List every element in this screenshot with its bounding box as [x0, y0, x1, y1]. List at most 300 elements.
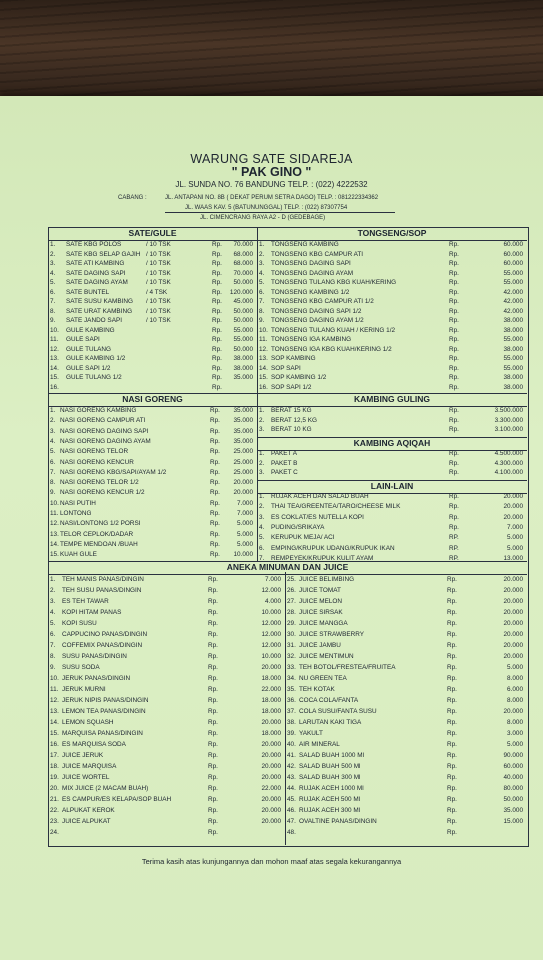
menu-item-row [287, 576, 525, 586]
item-name: LONTONG [60, 510, 92, 517]
item-price: 8.000 [507, 719, 523, 726]
item-unit: / 10 TSK [146, 317, 171, 324]
item-number: 3. [259, 513, 265, 521]
item-price: 20.000 [261, 752, 281, 759]
item-name: TONGSENG TULANG KBG KUAH/KERING [271, 279, 397, 286]
item-name: GULE SAPI [66, 336, 100, 343]
cabang-address-3: JL. CIMENCRANG RAYA A2 - D (GEDEBAGE) [200, 215, 326, 221]
item-price: 20.000 [503, 513, 523, 521]
item-name: SOP KAMBING 1/2 [271, 374, 327, 381]
item-number: 12. [50, 697, 59, 704]
item-currency: Rp. [210, 499, 220, 507]
menu-item-row [287, 774, 525, 784]
item-number: 18. [50, 763, 59, 770]
item-name: GULE KAMBING 1/2 [66, 355, 126, 362]
item-number: 13. [259, 355, 268, 362]
item-number: 15. [259, 374, 268, 381]
item-currency: Rp. [208, 620, 218, 627]
item-number: 7. [50, 298, 56, 305]
item-price: 12.000 [261, 620, 281, 627]
item-price: 70.000 [233, 241, 253, 248]
item-price: 10.000 [233, 551, 253, 559]
item-name: SATE KBG SELAP GAJIH [66, 250, 141, 258]
item-number: 15. [50, 730, 59, 737]
item-currency: Rp. [208, 774, 218, 781]
item-price: 42.000 [503, 298, 523, 305]
item-currency: Rp. [210, 551, 220, 559]
item-price: 40.000 [503, 774, 523, 781]
item-currency: Rp. [449, 416, 459, 424]
item-price: 5.000 [507, 664, 523, 671]
item-currency: Rp. [447, 598, 457, 605]
item-number: 2. [50, 250, 56, 258]
item-currency: Rp. [208, 730, 218, 737]
item-price: 60.000 [503, 260, 523, 267]
item-price: 20.000 [503, 642, 523, 649]
item-number: 11. [259, 336, 268, 343]
item-unit: / 10 TSK [146, 298, 171, 305]
item-name: NASI/LONTONG 1/2 PORSI [60, 520, 141, 528]
item-price: 5.000 [507, 534, 523, 542]
menu-item-row [259, 524, 525, 534]
item-number: 6. [50, 631, 56, 638]
sate-list [50, 241, 255, 411]
item-currency: Rp. [212, 279, 222, 286]
item-name: GULE TULANG 1/2 [66, 374, 122, 381]
menu-item-row [50, 551, 255, 561]
wooden-table-background [0, 0, 543, 110]
item-currency: Rp. [447, 730, 457, 737]
item-name: SATE JANDO SAPI [66, 317, 122, 324]
drinks-left-list [50, 576, 283, 844]
item-price: 5.000 [237, 540, 253, 548]
item-price: 18.000 [261, 675, 281, 682]
item-currency: Rp. [447, 631, 457, 638]
item-price: 12.000 [261, 587, 281, 594]
item-number: 1. [259, 241, 265, 248]
menu-item-row [259, 493, 525, 503]
item-currency: Rp. [212, 355, 222, 362]
item-currency: Rp. [212, 298, 222, 305]
item-price: 50.000 [233, 279, 253, 286]
item-price: 55.000 [503, 279, 523, 286]
item-number: 11. [50, 510, 59, 517]
menu-item-row [287, 642, 525, 652]
item-number: 6. [50, 458, 56, 466]
item-currency: Rp. [212, 288, 222, 296]
item-currency: Rp. [210, 510, 220, 517]
item-price: 4.300.000 [494, 459, 523, 467]
item-unit: / 10 TSK [146, 260, 171, 267]
item-currency: Rp. [449, 469, 459, 476]
menu-item-row [287, 741, 525, 751]
item-currency: Rp. [208, 796, 218, 803]
item-price: 20.000 [261, 774, 281, 781]
menu-item-row [50, 620, 283, 630]
item-name: TEH KOTAK [299, 686, 335, 693]
menu-item-row [259, 469, 525, 479]
menu-item-row [50, 642, 283, 652]
menu-item-row [50, 708, 283, 718]
item-currency: Rp. [212, 241, 222, 248]
menu-item-row [259, 545, 525, 555]
item-currency: Rp. [208, 598, 218, 605]
item-price: 5.000 [237, 520, 253, 528]
item-currency: Rp. [208, 829, 218, 836]
item-number: 46. [287, 807, 296, 814]
item-currency: Rp. [208, 708, 218, 715]
item-number: 16. [259, 383, 268, 391]
item-price: 5.000 [237, 530, 253, 538]
item-price: 38.000 [503, 317, 523, 324]
item-price: 15.000 [503, 818, 523, 825]
item-name: MIX JUICE (2 MACAM BUAH) [62, 785, 149, 792]
menu-item-row [50, 796, 283, 806]
item-number: 15. [50, 374, 59, 381]
menu-item-row [50, 774, 283, 784]
item-name: PAKET B [271, 459, 298, 467]
item-price: 20.000 [261, 741, 281, 748]
item-name: TEMPE MENDOAN /BUAH [60, 540, 138, 548]
item-price: 20.000 [261, 664, 281, 671]
item-number: 24. [50, 829, 59, 836]
item-name: NASI GORENG KENCUR 1/2 [60, 489, 145, 497]
section-tongseng-sop: TONGSENG/SOP [257, 227, 527, 241]
item-name: ES TEH TAWAR [62, 598, 109, 605]
header-divider [165, 212, 395, 213]
item-name: THAI TEA/GREENTEA/TARO/CHEESE MILK [271, 503, 401, 511]
item-price: 55.000 [233, 336, 253, 343]
item-currency: Rp. [212, 383, 222, 391]
item-currency: Rp. [208, 576, 218, 583]
drinks-right-list [287, 576, 525, 844]
kambing-guling-list [259, 407, 525, 439]
item-currency: Rp. [447, 785, 457, 792]
item-name: TONGSENG KBG CAMPUR ATI [271, 250, 364, 258]
item-name: BERAT 12,5 KG [271, 416, 317, 424]
item-currency: Rp. [449, 345, 459, 353]
section-nasi-goreng: NASI GORENG [48, 393, 257, 407]
item-name: COCA COLA/FANTA [299, 697, 359, 704]
item-name: NASI GORENG TELOR 1/2 [60, 479, 139, 487]
item-name: TONGSENG TULANG KUAH / KERING 1/2 [271, 326, 396, 334]
menu-item-row [50, 479, 255, 489]
item-price: 38.000 [503, 383, 523, 391]
item-currency: Rp. [447, 752, 457, 759]
menu-item-row [50, 587, 283, 597]
item-number: 20. [50, 785, 59, 792]
item-price: 7.000 [237, 499, 253, 507]
item-number: 5. [50, 279, 56, 286]
item-price: 55.000 [503, 269, 523, 277]
item-name: RUJAK ACEH DAN SALAD BUAH [271, 493, 369, 500]
item-name: TEH SUSU PANAS/DINGIN [62, 587, 142, 594]
item-currency: Rp. [449, 513, 459, 521]
item-currency: Rp. [208, 785, 218, 792]
item-unit: / 10 TSK [146, 269, 171, 277]
item-number: 43. [287, 774, 296, 781]
menu-item-row [50, 598, 283, 608]
footer-thanks: Terima kasih atas kunjungannya dan mohon maaf atas segala kekurangannya [141, 857, 402, 866]
tongseng-list [259, 241, 525, 411]
item-currency: Rp. [447, 653, 457, 660]
item-price: 35.000 [503, 807, 523, 814]
item-name: SALAD BUAH 300 Ml [299, 774, 361, 781]
item-currency: Rp. [449, 317, 459, 324]
item-currency: Rp. [447, 818, 457, 825]
item-number: 6. [259, 544, 265, 552]
item-currency: Rp. [210, 437, 220, 445]
item-currency: Rp. [447, 664, 457, 671]
item-price: 12.000 [261, 642, 281, 649]
item-currency: Rp. [447, 719, 457, 726]
item-price: 7.000 [507, 523, 523, 531]
item-name: TONGSENG KBG CAMPUR ATI 1/2 [271, 298, 374, 305]
item-name: TONGSENG DAGING AYAM 1/2 [271, 317, 364, 324]
item-currency: Rp. [208, 686, 218, 693]
item-number: 1. [50, 241, 56, 248]
item-currency: Rp. [210, 520, 220, 528]
item-number: 5. [259, 279, 265, 286]
item-name: ALPUKAT KEROK [62, 807, 115, 814]
item-number: 16. [50, 741, 59, 748]
item-currency: Rp. [449, 250, 459, 258]
item-number: 9. [50, 664, 56, 671]
item-name: MARQUISA PANAS/DINGIN [62, 730, 143, 737]
item-price: 35.000 [233, 374, 253, 381]
item-currency: Rp. [208, 741, 218, 748]
item-name: LEMON SQUASH [62, 719, 114, 726]
item-currency: Rp. [447, 763, 457, 770]
item-number: 37. [287, 708, 296, 715]
item-name: JERUK MURNI [62, 686, 106, 693]
item-currency: Rp. [210, 407, 220, 414]
menu-item-row [50, 520, 255, 530]
item-price: 18.000 [261, 730, 281, 737]
item-number: 8. [50, 307, 56, 315]
item-name: SATE SUSU KAMBING [66, 298, 133, 305]
item-price: 25.000 [233, 448, 253, 456]
item-name: NASI GORENG DAGING SAPI [60, 427, 149, 435]
item-name: SOP KAMBING [271, 355, 316, 362]
item-name: ES MARQUISA SODA [62, 741, 126, 748]
item-price: 20.000 [233, 479, 253, 487]
item-number: 5. [259, 534, 265, 542]
item-price: 120.000 [229, 288, 253, 296]
item-currency: Rp. [449, 523, 459, 531]
item-currency: Rp. [212, 250, 222, 258]
item-number: 17. [50, 752, 59, 759]
item-currency: Rp. [210, 479, 220, 487]
item-number: 22. [50, 807, 59, 814]
menu-item-row [287, 653, 525, 663]
item-currency: Rp. [210, 540, 220, 548]
item-unit: / 10 TSK [146, 279, 171, 286]
item-price: 42.000 [503, 307, 523, 315]
item-number: 4. [259, 269, 265, 277]
menu-item-row [50, 428, 255, 438]
item-currency: Rp. [449, 364, 459, 372]
item-name: TONGSENG IGA KBG KUAH/KERING 1/2 [271, 345, 392, 353]
item-currency: Rp. [447, 686, 457, 693]
item-currency: Rp. [208, 609, 218, 616]
item-number: 4. [259, 523, 265, 531]
item-number: 27. [287, 598, 296, 605]
item-name: NASI GORENG CAMPUR ATI [60, 417, 146, 425]
item-number: 13. [50, 530, 59, 538]
item-currency: Rp. [208, 807, 218, 814]
item-number: 10. [50, 326, 59, 334]
item-price: 7.000 [237, 510, 253, 517]
menu-item-row [50, 752, 283, 762]
item-name: NASI GORENG KBG/SAPI/AYAM 1/2 [60, 468, 167, 476]
item-price: 3.500.000 [494, 407, 523, 414]
item-price: 55.000 [503, 336, 523, 343]
item-number: 13. [50, 708, 59, 715]
item-name: BERAT 10 KG [271, 426, 312, 433]
item-price: 38.000 [233, 364, 253, 372]
item-currency: Rp. [208, 675, 218, 682]
item-number: 29. [287, 620, 296, 627]
item-name: GULE TULANG [66, 345, 111, 353]
item-number: 45. [287, 796, 296, 803]
item-name: SOP SAPI 1/2 [271, 383, 312, 391]
item-currency: Rp. [210, 530, 220, 538]
menu-item-row [50, 686, 283, 696]
item-number: 21. [50, 796, 59, 803]
item-number: 9. [259, 317, 265, 324]
item-price: 8.000 [507, 697, 523, 704]
item-name: ES CAMPUR/ES KELAPA/SOP BUAH [62, 796, 172, 803]
item-price: 20.000 [503, 587, 523, 594]
item-name: JUICE WORTEL [62, 774, 110, 781]
item-name: OVALTINE PANAS/DINGIN [299, 818, 377, 825]
item-name: NASI GORENG DAGING AYAM [60, 437, 151, 445]
item-currency: Rp. [449, 383, 459, 391]
menu-item-row [50, 500, 255, 510]
item-price: 7.000 [265, 576, 281, 583]
item-number: 14. [50, 364, 59, 372]
item-number: 9. [50, 489, 56, 497]
menu-item-row [287, 587, 525, 597]
item-currency: Rp. [208, 719, 218, 726]
item-name: SUSU PANAS/DINGIN [62, 653, 127, 660]
item-currency: Rp. [449, 307, 459, 315]
item-name: SATE DAGING SAPI [66, 269, 126, 277]
lain-list [259, 493, 525, 568]
item-price: 50.000 [233, 345, 253, 353]
item-currency: Rp. [208, 763, 218, 770]
menu-item-row [50, 829, 283, 839]
item-price: 20.000 [261, 763, 281, 770]
item-price: 50.000 [233, 317, 253, 324]
menu-item-row [50, 438, 255, 448]
item-number: 44. [287, 785, 296, 792]
item-price: 10.000 [261, 609, 281, 616]
item-price: 10.000 [261, 653, 281, 660]
item-number: 7. [50, 468, 56, 476]
item-number: 2. [259, 503, 265, 511]
item-name: TONGSENG KAMBING 1/2 [271, 288, 350, 296]
item-name: SOP SAPI [271, 364, 301, 372]
item-number: 6. [259, 288, 265, 296]
item-number: 7. [259, 554, 265, 562]
item-price: 18.000 [261, 697, 281, 704]
item-number: 35. [287, 686, 296, 693]
item-name: GULE KAMBING [66, 326, 115, 334]
item-price: 35.000 [233, 407, 253, 414]
item-currency: Rp. [447, 609, 457, 616]
menu-item-row [259, 534, 525, 544]
menu-item-row [287, 829, 525, 839]
item-price: 20.000 [261, 796, 281, 803]
item-currency: Rp. [447, 774, 457, 781]
item-currency: Rp. [449, 269, 459, 277]
item-price: 38.000 [233, 355, 253, 362]
item-number: 23. [50, 818, 59, 825]
item-currency: Rp. [447, 708, 457, 715]
item-number: 14. [50, 719, 59, 726]
item-number: 1. [50, 407, 56, 414]
item-price: 20.000 [503, 576, 523, 583]
item-name: KOPI SUSU [62, 620, 97, 627]
aqiqah-list [259, 450, 525, 482]
item-price: 60.000 [503, 241, 523, 248]
item-name: RUJAK ACEH 1000 Ml [299, 785, 364, 792]
menu-item-row [50, 459, 255, 469]
menu-item-row [50, 576, 283, 586]
item-unit: / 4 TSK [146, 288, 168, 296]
menu-item-row [50, 664, 283, 674]
item-number: 5. [50, 448, 56, 456]
item-name: EMPING/KRUPUK UDANG/KRUPUK IKAN [271, 544, 395, 552]
item-currency: Rp. [210, 468, 220, 476]
item-currency: Rp. [208, 818, 218, 825]
item-name: SATE ATI KAMBING [66, 260, 125, 267]
item-number: 40. [287, 741, 296, 748]
item-currency: Rp. [212, 364, 222, 372]
item-currency: Rp. [449, 288, 459, 296]
item-currency: Rp. [449, 459, 459, 467]
menu-item-row [259, 503, 525, 513]
item-number: 8. [50, 479, 56, 487]
item-number: 10. [50, 499, 59, 507]
item-number: 47. [287, 818, 296, 825]
item-price: 3.000 [507, 730, 523, 737]
item-number: 3. [259, 426, 265, 433]
item-name: JERUK NIPIS PANAS/DINGIN [62, 697, 149, 704]
item-currency: Rp. [210, 448, 220, 456]
item-currency: Rp. [447, 675, 457, 682]
item-currency: Rp. [449, 355, 459, 362]
item-price: 4.100.000 [494, 469, 523, 476]
menu-item-row [50, 730, 283, 740]
menu-item-row [50, 741, 283, 751]
item-number: 14. [259, 364, 268, 372]
item-currency: Rp. [212, 307, 222, 315]
item-number: 6. [50, 288, 56, 296]
item-name: NASI GORENG KAMBING [60, 407, 137, 414]
item-number: 38. [287, 719, 296, 726]
menu-item-row [50, 675, 283, 685]
item-price: 50.000 [233, 307, 253, 315]
item-name: JUICE TOMAT [299, 587, 341, 594]
item-name: ES COKLAT/ES NUTELLA KOPI [271, 513, 364, 521]
item-number: 28. [287, 609, 296, 616]
item-currency: Rp. [208, 664, 218, 671]
menu-item-row [50, 807, 283, 817]
item-name: JUICE JERUK [62, 752, 104, 759]
